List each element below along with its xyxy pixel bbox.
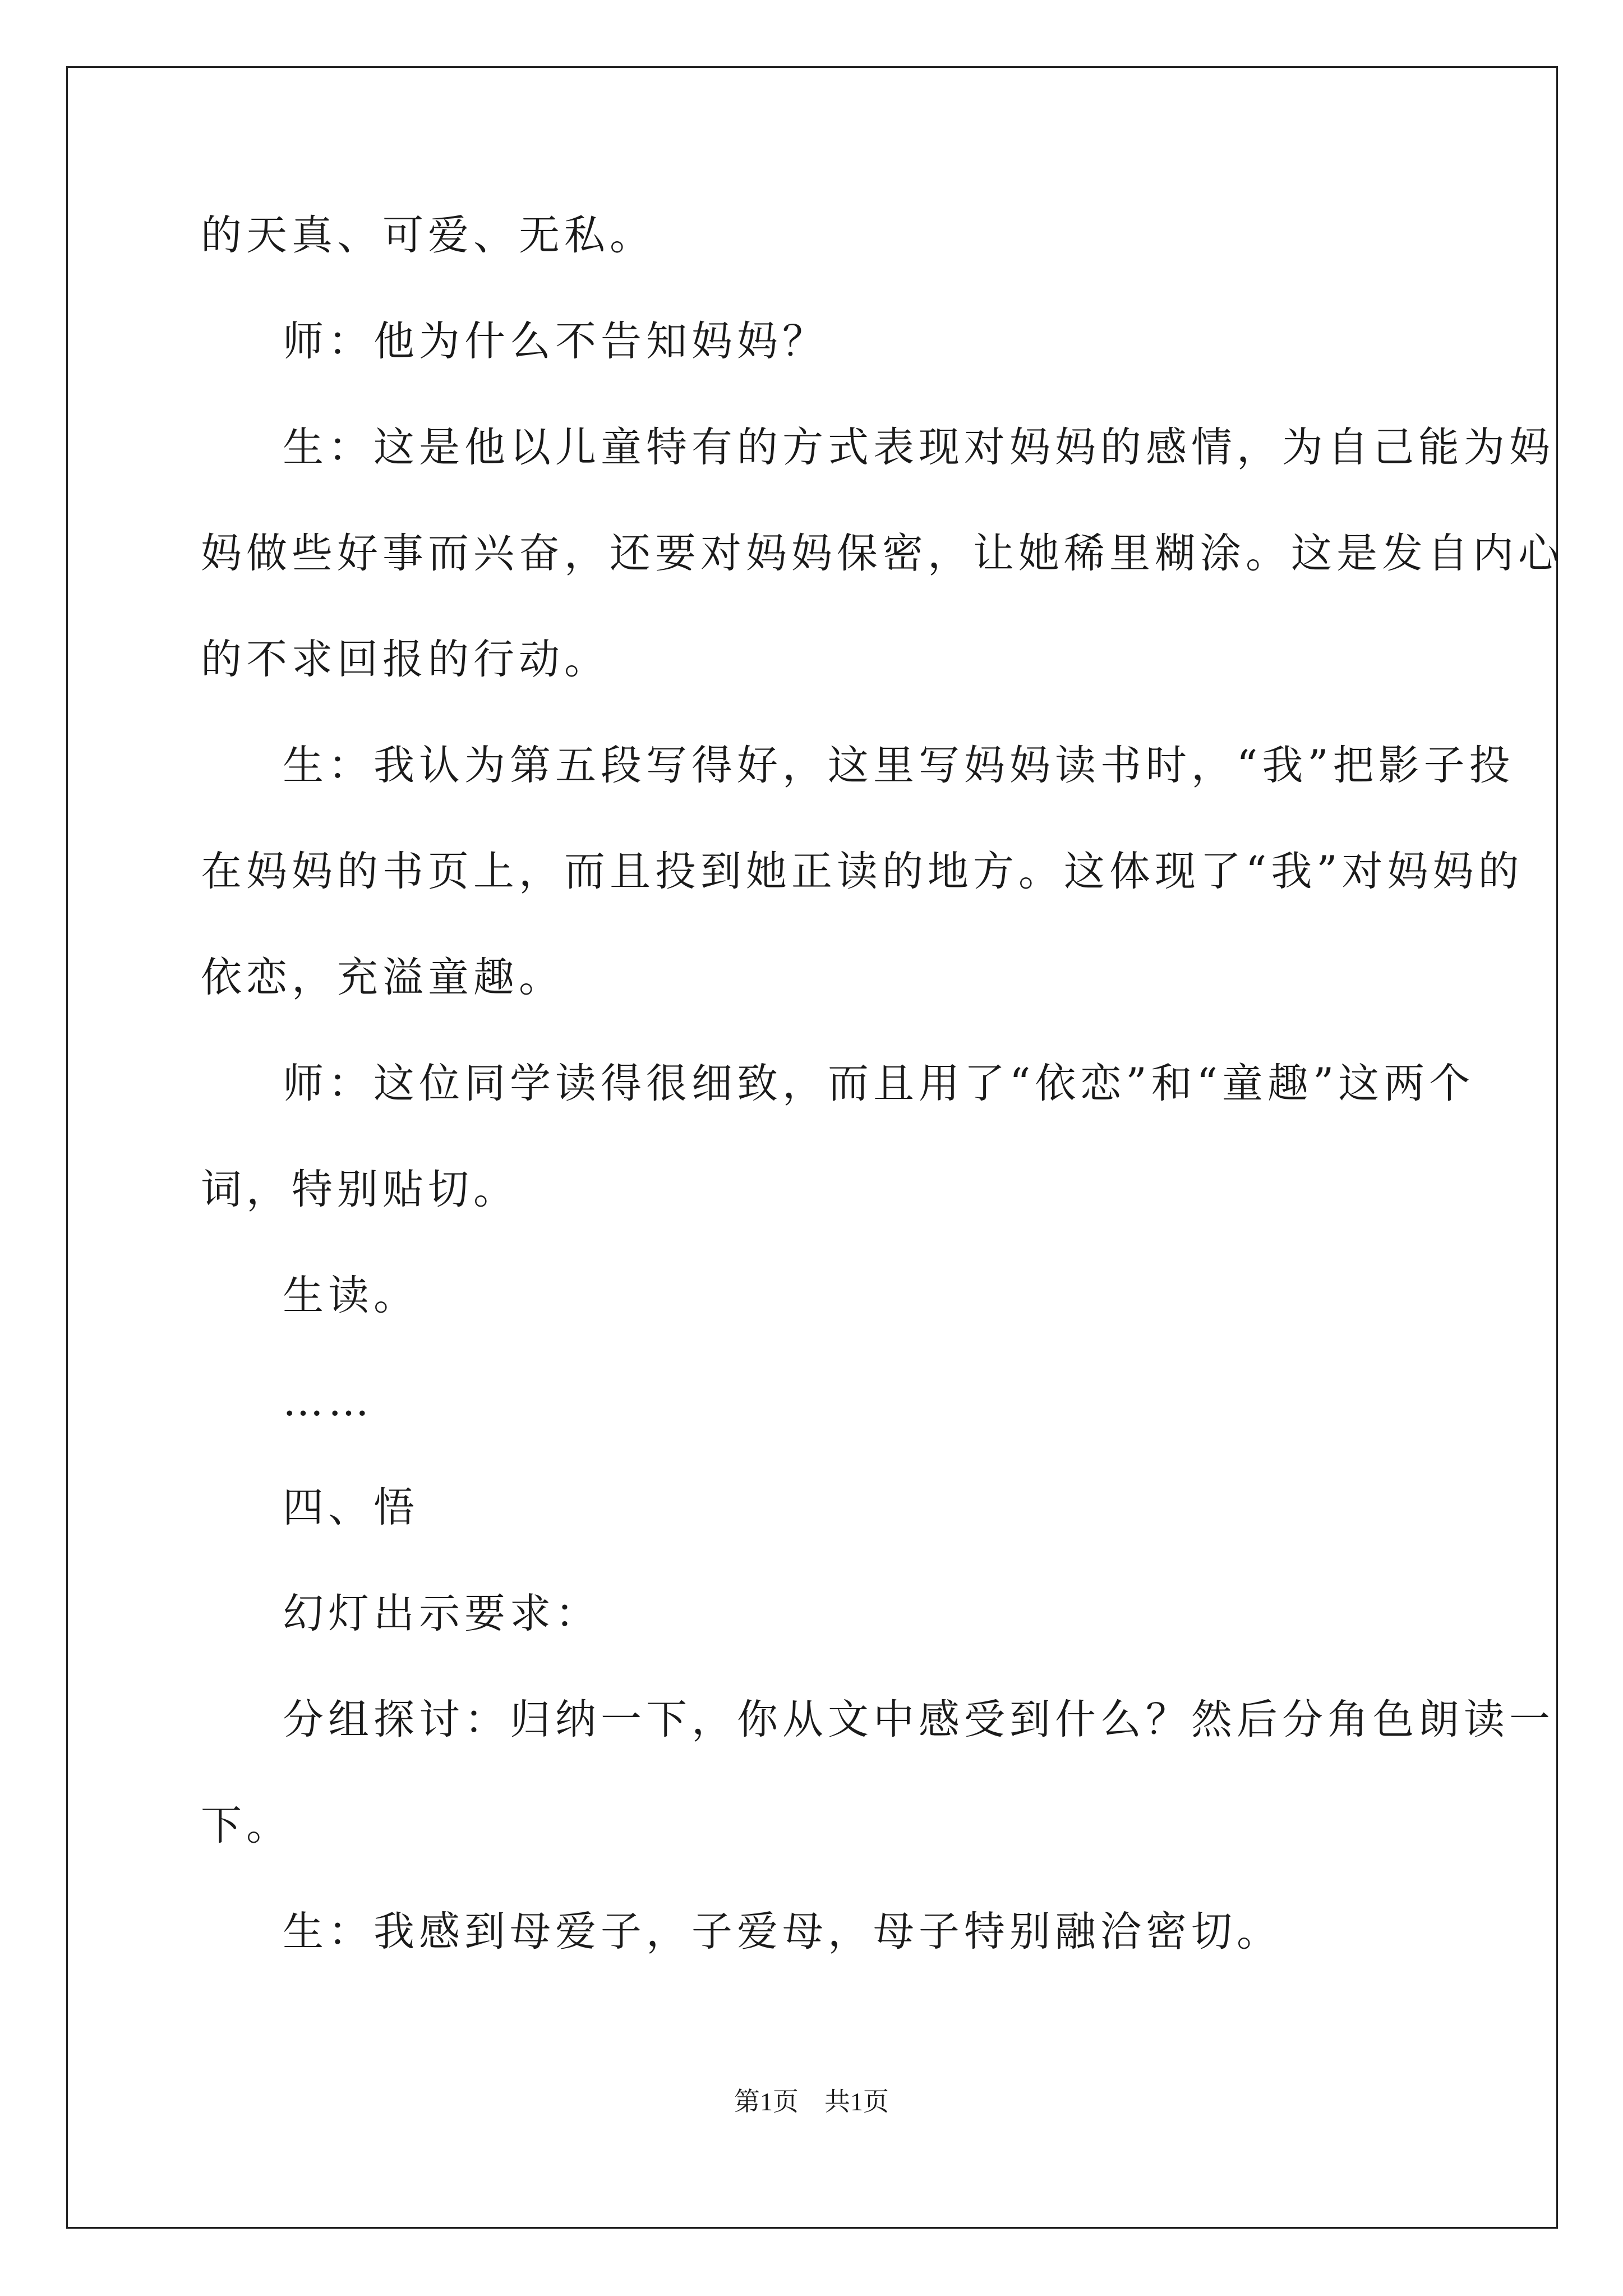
text-line: 下。 [201,1802,292,1849]
text-line: 妈做些好事而兴奋，还要对妈妈保密，让她稀里糊涂。这是发自内心 [201,530,1564,577]
text-line: …… [283,1378,374,1425]
text-line: 师：他为什么不告知妈妈？ [283,318,828,365]
text-line: 生：我认为第五段写得好，这里写妈妈读书时，“我”把影子投 [283,742,1515,789]
text-line: 的不求回报的行动。 [201,636,610,683]
text-line: 生读。 [283,1272,419,1319]
text-line: 词，特别贴切。 [201,1166,519,1213]
text-line: 的天真、可爱、无私。 [201,211,655,259]
text-line: 分组探讨：归纳一下，你从文中感受到什么？然后分角色朗读一 [283,1696,1555,1743]
text-line: 幻灯出示要求： [283,1590,601,1637]
text-line: 生：我感到母爱子，子爱母，母子特别融洽密切。 [283,1908,1282,1955]
page-footer: 第1页 共1页 [734,2087,889,2116]
text-line: 依恋，充溢童趣。 [201,954,564,1001]
text-line: 生：这是他以儿童特有的方式表现对妈妈的感情，为自己能为妈 [283,424,1555,471]
text-line: 在妈妈的书页上，而且投到她正读的地方。这体现了“我”对妈妈的 [201,848,1524,895]
text-line: 师：这位同学读得很细致，而且用了“依恋”和“童趣”这两个 [283,1060,1475,1107]
section-heading: 四、悟 [283,1484,419,1531]
